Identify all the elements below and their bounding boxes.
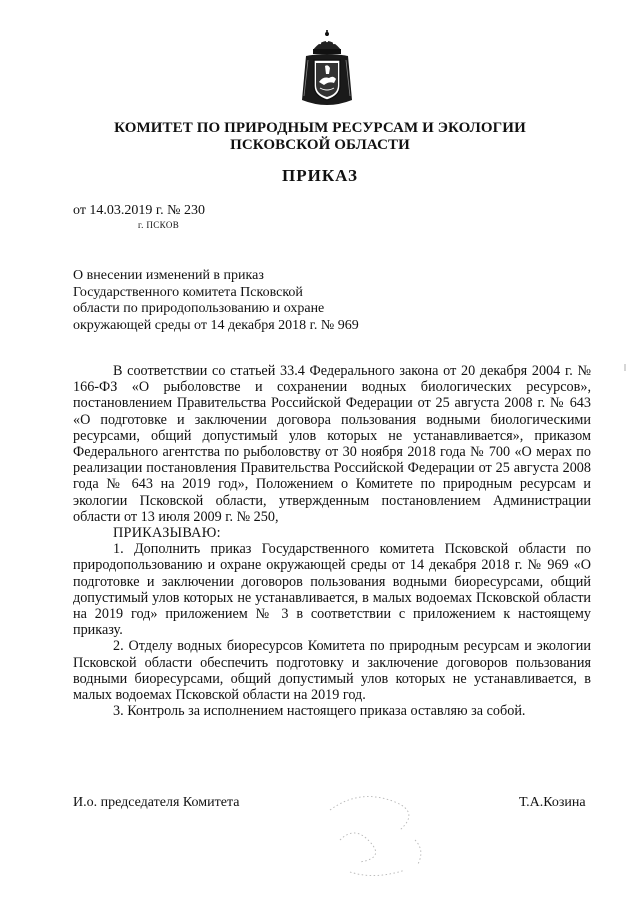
- subject-line: О внесении изменений в приказ: [73, 268, 264, 283]
- pskov-coat-of-arms-icon: [296, 30, 358, 108]
- order-item-2: 2. Отделу водных биоресурсов Комитета по природным ресурсам и экологии Псковской области обеспечить подготовку и заключение договоров пользования водными биоресурсами, общий допустимый улов которых не устанавливается, в малых водоемах Псковской области на 2019 год.: [73, 638, 591, 704]
- preamble-paragraph: В соответствии со статьей 33.4 Федерального закона от 20 декабря 2004 г. № 166-ФЗ «О рыболовстве и сохранении водных биологических ресурсов», постановлением Правительства Российской Федерации от 25 августа 2008 г. № 643 «О подготовке и заключении договора пользования водными биологическими ресурсами, общий допустимый улов которых не устанавливается», приказом Федерального агентства по рыболовству от 30 ноября 2018 года № 700 «О мерах по реализации постановления Правительства Российской Федерации от 25 августа 2008 года № 643 на 2019 год», Положением о Комитете по природным ресурсам и экологии Псковской области, утвержденным постановлением Администрации области от 13 июля 2009 г. № 250,: [73, 363, 591, 525]
- document-type-title: ПРИКАЗ: [282, 166, 358, 185]
- order-subject: [73, 268, 359, 334]
- crown-icon: [313, 30, 341, 54]
- order-directive: ПРИКАЗЫВАЮ:: [113, 525, 221, 542]
- signatory-role: И.о. председателя Комитета: [73, 795, 240, 810]
- organization-name: [0, 120, 640, 154]
- subject-line: Государственного комитета Псковской: [73, 284, 303, 300]
- margin-mark: [622, 363, 628, 373]
- order-body: [73, 363, 591, 719]
- order-city: г. ПСКОВ: [138, 220, 180, 230]
- handwritten-signature-icon: [300, 780, 450, 890]
- order-date-number: от 14.03.2019 г. № 230: [73, 203, 205, 218]
- subject-line: окружающей среды от 14 декабря 2018 г. № 969: [73, 317, 359, 333]
- subject-line: области по природопользованию и охране: [73, 301, 325, 316]
- organization-name-line1: КОМИТЕТ ПО ПРИРОДНЫМ РЕСУРСАМ И ЭКОЛОГИИ: [114, 120, 526, 136]
- order-item-3: 3. Контроль за исполнением настоящего приказа оставляю за собой.: [113, 703, 526, 720]
- order-item-1: 1. Дополнить приказ Государственного комитета Псковской области по природопользованию и охране окружающей среды от 14 декабря 2018 г. № 969 «О подготовке и заключении договоров пользования водными биоресурсами, общий допустимый улов которых не устанавливается, в малых водоемах Псковской области на 2019 год» приложением № 3 в соответствии с приложением к настоящему приказу.: [73, 541, 591, 639]
- organization-name-line2: ПСКОВСКОЙ ОБЛАСТИ: [230, 137, 410, 153]
- signatory-name: Т.А.Козина: [519, 795, 586, 810]
